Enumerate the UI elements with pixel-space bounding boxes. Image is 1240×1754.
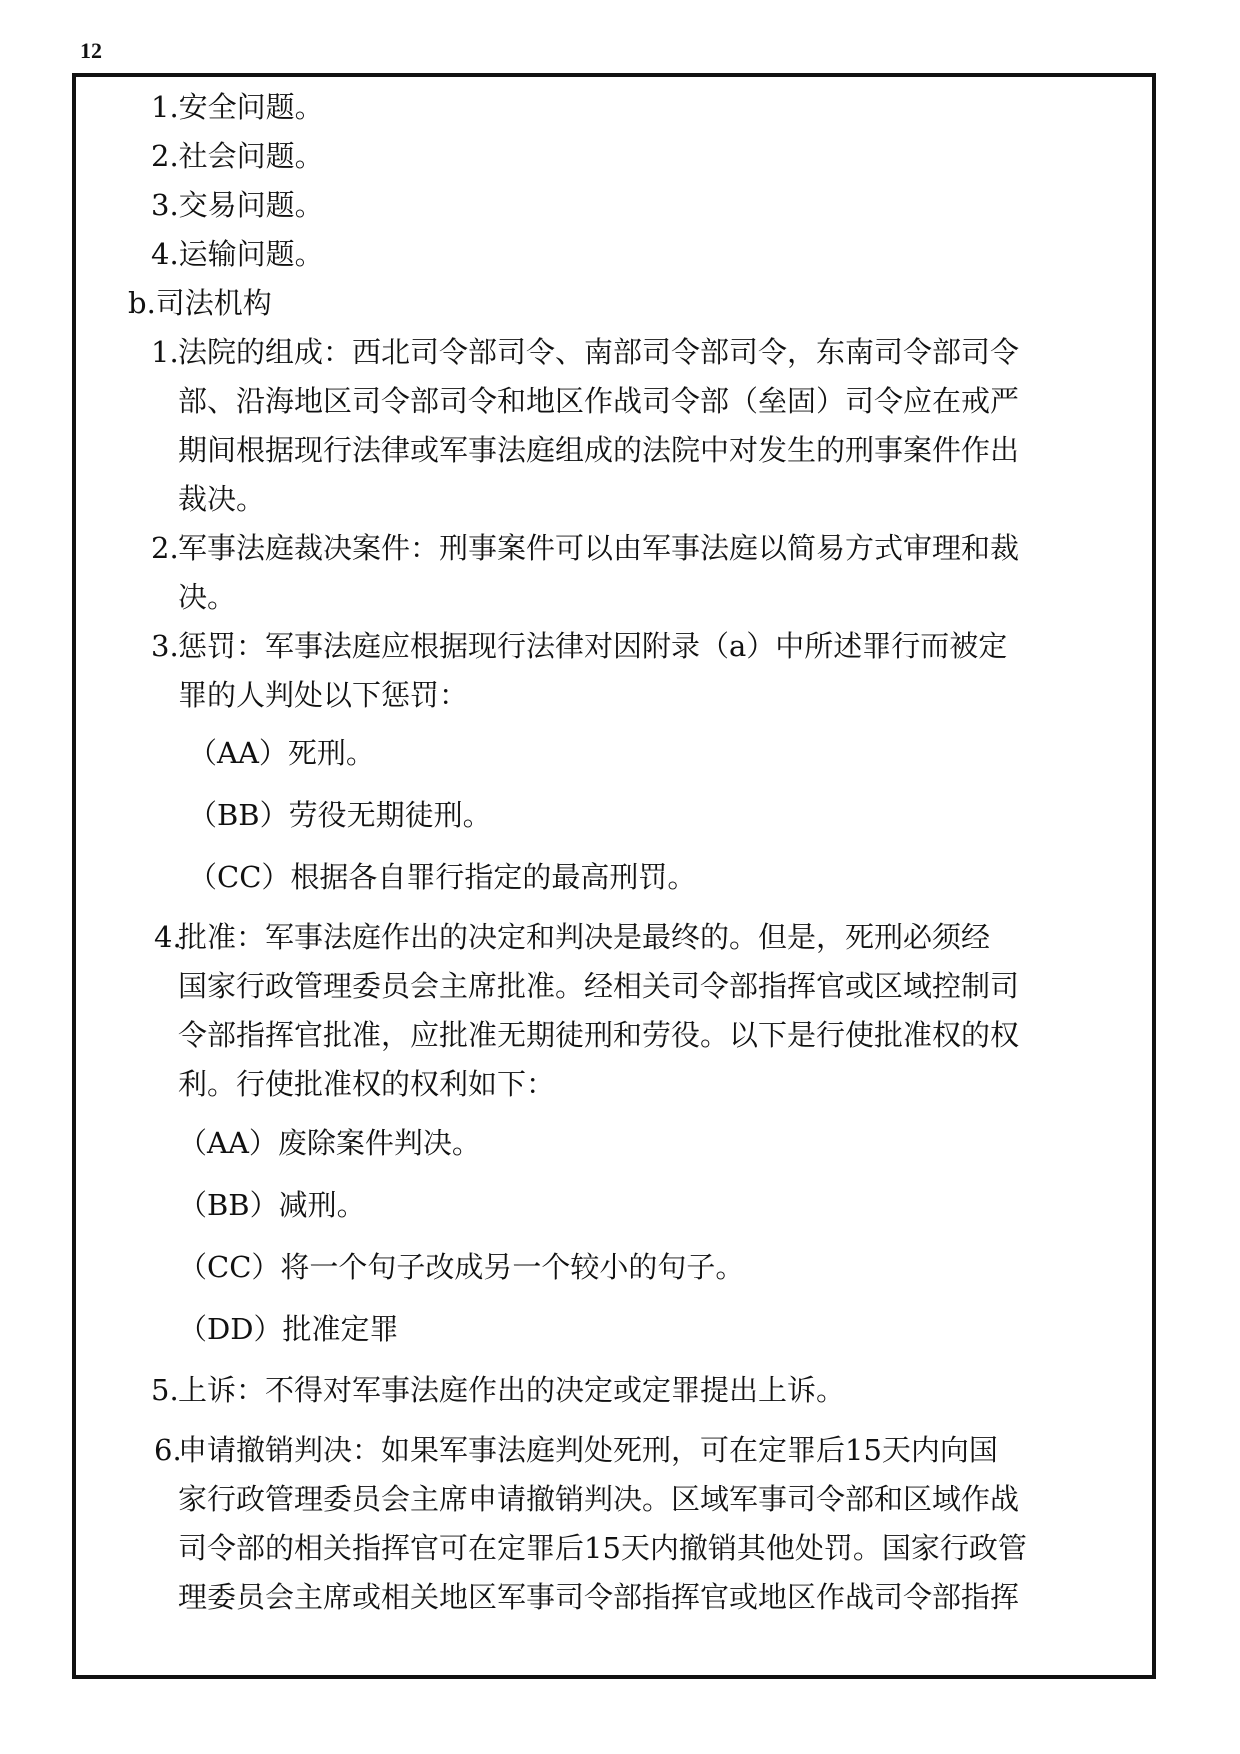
paragraph-line: 法院的组成：西北司令部司令、南部司令部司令，东南司令部司令 <box>178 335 1020 369</box>
paragraph-line: 上诉：不得对军事法庭作出的决定或定罪提出上诉。 <box>178 1373 846 1407</box>
sub-item: （BB）劳役无期徒刑。 <box>188 798 492 832</box>
document-body <box>76 77 1152 1675</box>
section-heading: b.司法机构 <box>128 286 272 320</box>
sub-item: （BB）减刑。 <box>178 1188 366 1222</box>
item-number: 1. <box>151 335 179 369</box>
paragraph-line: 司令部的相关指挥官可在定罪后15天内撤销其他处罚。国家行政管 <box>178 1531 1027 1565</box>
paragraph-line: 批准：军事法庭作出的决定和判决是最终的。但是，死刑必须经 <box>178 920 991 954</box>
paragraph-line: 利。行使批准权的权利如下： <box>178 1067 556 1101</box>
paragraph-line: 军事法庭裁决案件：刑事案件可以由军事法庭以简易方式审理和裁 <box>178 531 1020 565</box>
item-number: 3. <box>151 629 179 663</box>
item-number: 2. <box>151 531 179 565</box>
page-number: 12 <box>80 38 102 63</box>
sub-item: （AA）废除案件判决。 <box>178 1126 481 1160</box>
paragraph-line: 罪的人判处以下惩罚： <box>178 678 469 712</box>
sub-item: （CC）将一个句子改成另一个较小的句子。 <box>178 1250 745 1284</box>
paragraph-line: 家行政管理委员会主席申请撤销判决。区域军事司令部和区域作战 <box>178 1482 1020 1516</box>
content-frame <box>72 73 1156 1679</box>
paragraph-line: 决。 <box>178 580 237 614</box>
sub-item: （DD）批准定罪 <box>178 1312 399 1346</box>
paragraph-line: 裁决。 <box>178 482 266 516</box>
paragraph-line: 惩罚：军事法庭应根据现行法律对因附录（a）中所述罪行而被定 <box>178 629 1008 663</box>
list-item: 2.社会问题。 <box>151 139 324 173</box>
list-item: 3.交易问题。 <box>151 188 324 222</box>
item-number: 5. <box>151 1373 179 1407</box>
paragraph-line: 部、沿海地区司令部司令和地区作战司令部（垒固）司令应在戒严 <box>178 384 1020 418</box>
sub-item: （AA）死刑。 <box>188 736 375 770</box>
item-number: 6. <box>154 1433 182 1467</box>
paragraph-line: 国家行政管理委员会主席批准。经相关司令部指挥官或区域控制司 <box>178 969 1020 1003</box>
paragraph-line: 令部指挥官批准，应批准无期徒刑和劳役。以下是行使批准权的权 <box>178 1018 1020 1052</box>
list-item: 4.运输问题。 <box>151 237 324 271</box>
paragraph-line: 理委员会主席或相关地区军事司令部指挥官或地区作战司令部指挥 <box>178 1580 1020 1614</box>
list-item: 1.安全问题。 <box>151 90 324 124</box>
sub-item: （CC）根据各自罪行指定的最高刑罚。 <box>188 860 697 894</box>
item-number: 4. <box>154 920 182 954</box>
paragraph-line: 期间根据现行法律或军事法庭组成的法院中对发生的刑事案件作出 <box>178 433 1020 467</box>
paragraph-line: 申请撤销判决：如果军事法庭判处死刑，可在定罪后15天内向国 <box>178 1433 998 1467</box>
